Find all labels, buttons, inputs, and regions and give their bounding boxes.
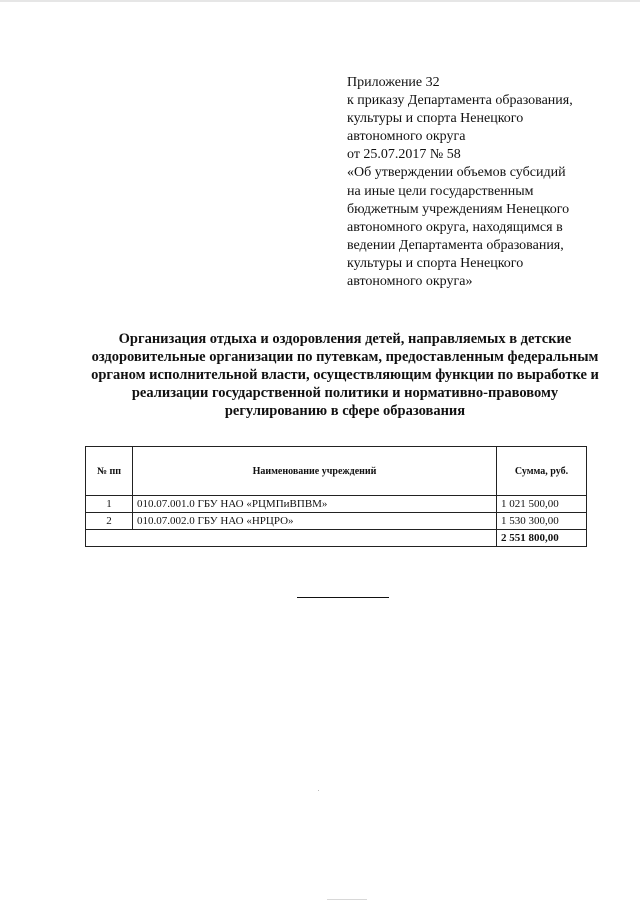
appendix-header: [347, 74, 597, 291]
row-number: 2: [86, 513, 133, 530]
row-amount: 1 530 300,00: [497, 513, 587, 530]
subsidy-table: [85, 446, 587, 547]
title-line: реализации государственной политики и нормативно-правовому: [131, 385, 559, 401]
appendix-line: культуры и спорта Ненецкого: [347, 255, 524, 271]
end-of-document-rule: [297, 597, 389, 598]
appendix-line: культуры и спорта Ненецкого: [347, 111, 524, 127]
title-line: Организация отдыха и оздоровления детей, направляемых в детские: [118, 331, 572, 347]
appendix-line: от 25.07.2017 № 58: [347, 147, 461, 163]
appendix-line: ведении Департамента образования,: [347, 237, 564, 253]
header-number: № пп: [86, 447, 133, 496]
title-line: регулированию в сфере образования: [224, 403, 466, 419]
appendix-line: автономного округа, находящимся в: [347, 219, 563, 235]
row-amount: 1 021 500,00: [497, 496, 587, 513]
total-empty-cell: [86, 530, 497, 547]
table-header-row: [86, 447, 587, 496]
row-institution: 010.07.002.0 ГБУ НАО «НРЦРО»: [133, 513, 497, 530]
title-line: оздоровительные организации по путевкам, предоставленным федеральным: [91, 349, 599, 365]
table-total-row: [86, 530, 587, 547]
scan-speck: [327, 899, 367, 900]
total-amount: 2 551 800,00: [497, 530, 587, 547]
title-line: органом исполнительной власти, осуществляющим функции по выработке и: [91, 367, 599, 383]
header-institution: Наименование учреждений: [133, 447, 497, 496]
appendix-line: автономного округа: [347, 129, 466, 145]
document-title: [90, 330, 600, 420]
table-row: [86, 513, 587, 530]
row-number: 1: [86, 496, 133, 513]
appendix-line: Приложение 32: [347, 75, 440, 90]
appendix-line: на иные цели государственным: [347, 183, 534, 199]
row-institution: 010.07.001.0 ГБУ НАО «РЦМПиВПВМ»: [133, 496, 497, 513]
header-amount: Сумма, руб.: [497, 447, 587, 496]
appendix-line: «Об утверждении объемов субсидий: [347, 165, 566, 181]
appendix-line: автономного округа»: [347, 274, 473, 290]
page-top-edge: [0, 0, 640, 2]
table-row: [86, 496, 587, 513]
scan-speck: [318, 790, 319, 791]
appendix-line: бюджетным учреждениям Ненецкого: [347, 201, 570, 217]
appendix-line: к приказу Департамента образования,: [347, 93, 573, 109]
